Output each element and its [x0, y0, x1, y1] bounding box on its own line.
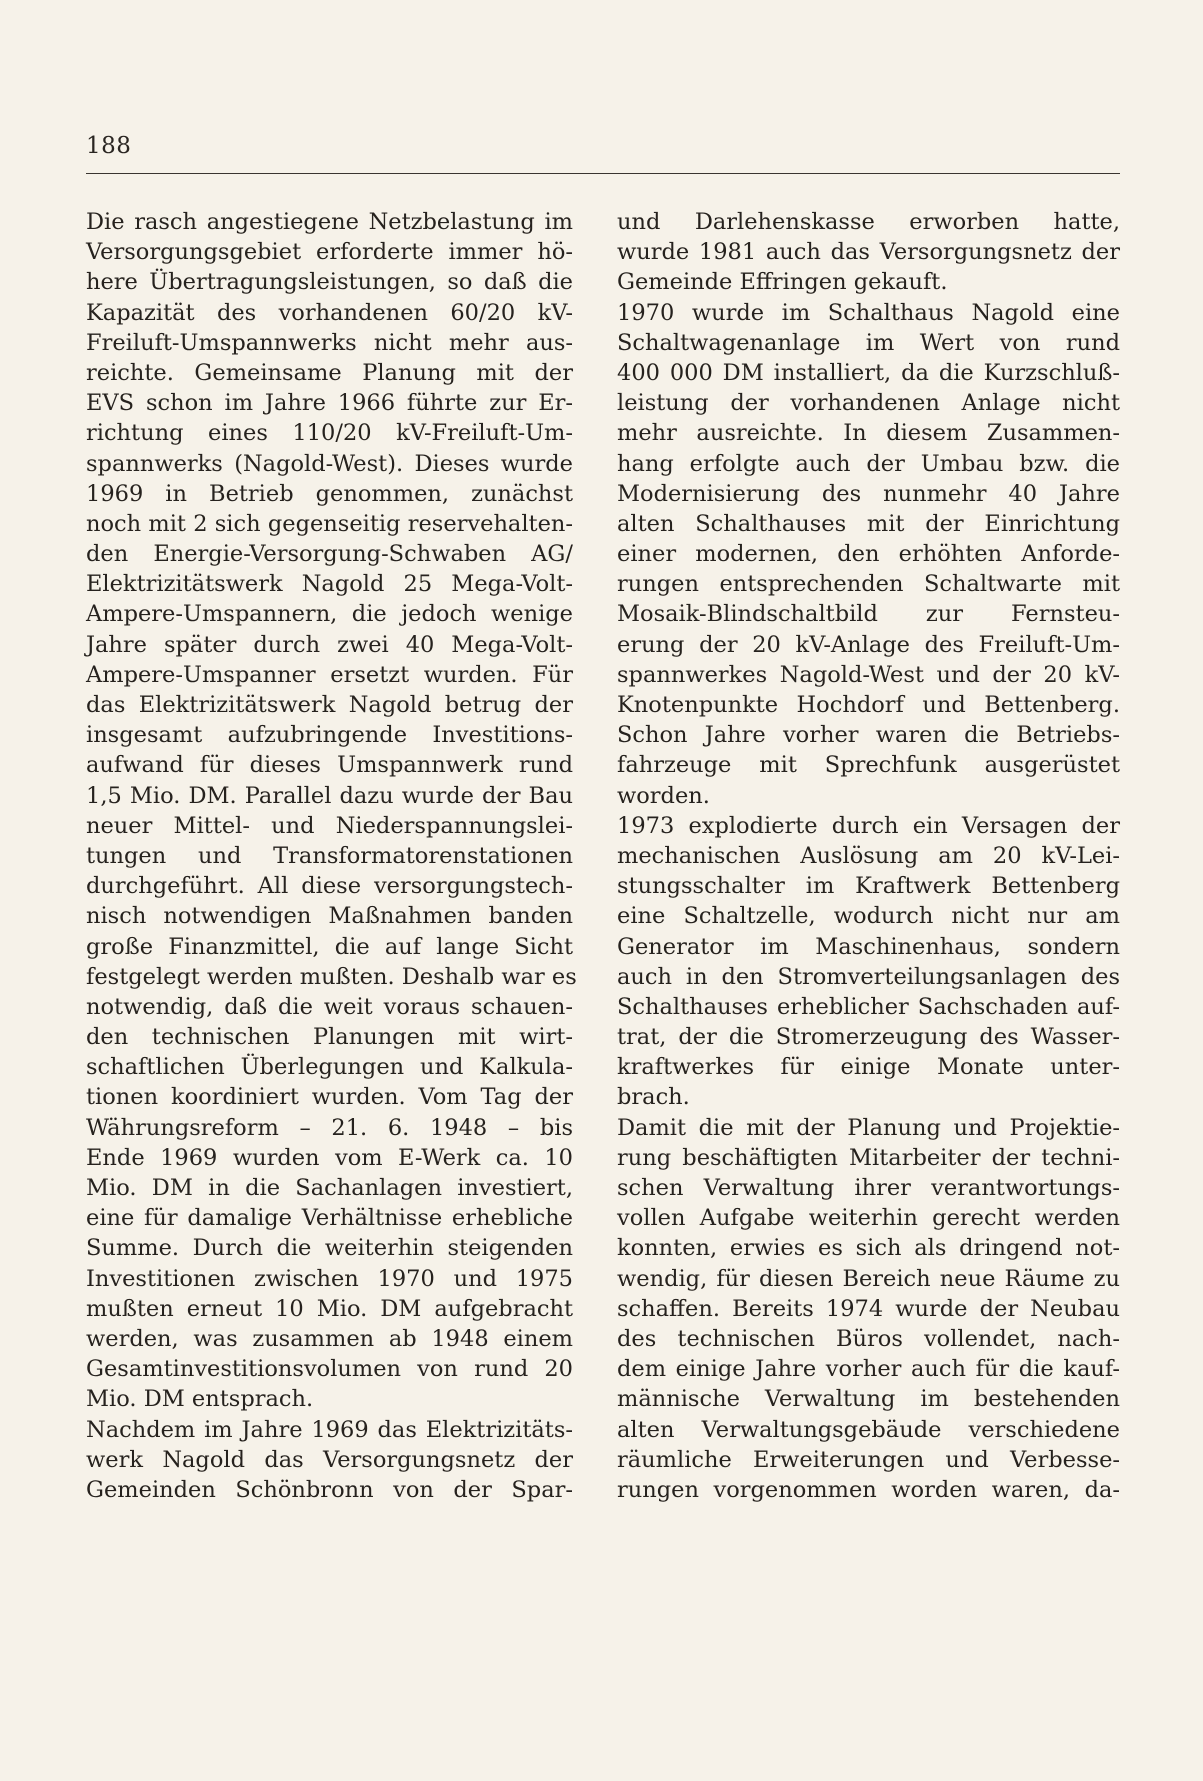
text-line: Mio. DM in die Sachanlagen investiert, [86, 1175, 573, 1201]
page-number: 188 [86, 133, 132, 159]
text-line: worden. [617, 782, 710, 809]
text-line: Jahre später durch zwei 40 Mega-Volt- [86, 631, 573, 658]
text-line: neuer Mittel- und Niederspannungslei- [86, 812, 573, 839]
text-line: festgelegt werden mußten. Deshalb war es [86, 963, 577, 990]
text-line: wendig, für diesen Bereich neue Räume zu [617, 1265, 1120, 1292]
text-line: räumliche Erweiterungen und Verbesse- [617, 1446, 1120, 1473]
text-line: trat, der die Stromerzeugung des Wasser- [617, 1024, 1120, 1051]
text-line: 400 000 DM installiert, da die Kurzschluß- [617, 359, 1120, 386]
text-line: 1969 in Betrieb genommen, zunächst [86, 480, 573, 507]
text-line: schen Verwaltung ihrer verantwortungs- [617, 1175, 1120, 1201]
text-line: werk Nagold das Versorgungsnetz der [86, 1446, 573, 1473]
text-line: durchgeführt. All diese versorgungstech- [86, 873, 573, 900]
text-line: konnten, erwies es sich als dringend not- [617, 1235, 1120, 1262]
text-line: tionen koordiniert wurden. Vom Tag der [86, 1084, 573, 1111]
text-line: und Darlehenskasse erworben hatte, [617, 209, 1120, 235]
text-line: stungsschalter im Kraftwerk Bettenberg [617, 873, 1120, 900]
text-line: notwendig, daß die weit voraus schauen- [86, 993, 573, 1020]
text-line: spannwerks (Nagold-West). Dieses wurde [86, 450, 573, 477]
text-line: leistung der vorhandenen Anlage nicht [617, 390, 1120, 417]
text-line: Schaltwagenanlage im Wert von rund [617, 329, 1120, 356]
text-line: Ende 1969 wurden vom E-Werk ca. 10 [86, 1144, 573, 1171]
text-line: reichte. Gemeinsame Planung mit der [86, 359, 573, 386]
text-line: kraftwerkes für einige Monate unter- [617, 1054, 1120, 1081]
text-line: mußten erneut 10 Mio. DM aufgebracht [86, 1295, 573, 1322]
text-line: Gesamtinvestitionsvolumen von rund 20 [86, 1356, 573, 1383]
text-line: insgesamt aufzubringende Investitions- [86, 722, 573, 749]
text-line: rungen vorgenommen worden waren, da- [617, 1476, 1120, 1503]
text-line: 1,5 Mio. DM. Parallel dazu wurde der Bau [86, 782, 573, 809]
text-line: große Finanzmittel, die auf lange Sicht [86, 933, 573, 960]
text-line: das Elektrizitätswerk Nagold betrug der [86, 692, 573, 718]
text-line: Investitionen zwischen 1970 und 1975 [86, 1265, 573, 1292]
text-line: den technischen Planungen mit wirt- [86, 1024, 573, 1051]
text-line: Währungsreform – 21. 6. 1948 – bis [86, 1114, 573, 1141]
text-line: Ampere-Umspanner ersetzt wurden. Für [86, 661, 573, 688]
text-line: hang erfolgte auch der Umbau bzw. die [617, 450, 1120, 477]
text-line: eine Schaltzelle, wodurch nicht nur am [617, 903, 1120, 930]
text-line: Schon Jahre vorher waren die Betriebs- [617, 722, 1120, 749]
text-line: Ampere-Umspannern, die jedoch wenige [86, 601, 573, 628]
text-line: Freiluft-Umspannwerks nicht mehr aus- [86, 329, 573, 356]
text-line: schaffen. Bereits 1974 wurde der Neubau [617, 1295, 1120, 1322]
text-line: des technischen Büros vollendet, nach- [617, 1325, 1120, 1352]
text-line: aufwand für dieses Umspannwerk rund [86, 752, 573, 779]
text-line: brach. [617, 1084, 690, 1111]
text-line: eine für damalige Verhältnisse erhebliche [86, 1205, 573, 1232]
text-line: Mosaik-Blindschaltbild zur Fernsteu- [617, 601, 1120, 628]
text-line: einer modernen, den erhöhten Anforde- [617, 541, 1120, 568]
header-rule [86, 173, 1120, 174]
text-line: spannwerkes Nagold-West und der 20 kV- [617, 661, 1120, 688]
text-line: Knotenpunkte Hochdorf und Bettenberg. [617, 692, 1120, 718]
right-text-column [617, 207, 1120, 1505]
text-line: rungen entsprechenden Schaltwarte mit [617, 571, 1120, 598]
text-line: männische Verwaltung im bestehenden [617, 1386, 1120, 1413]
text-line: Gemeinde Effringen gekauft. [617, 269, 948, 296]
text-line: Gemeinden Schönbronn von der Spar- [86, 1476, 573, 1503]
text-line: Damit die mit der Planung und Projektie- [617, 1114, 1120, 1141]
text-line: schaftlichen Überlegungen und Kalkula- [86, 1054, 573, 1081]
text-line: tungen und Transformatorenstationen [86, 842, 573, 869]
text-line: mechanischen Auslösung am 20 kV-Lei- [617, 842, 1120, 869]
text-line: alten Verwaltungsgebäude verschiedene [617, 1416, 1120, 1443]
text-line: EVS schon im Jahre 1966 führte zur Er- [86, 390, 573, 417]
text-line: nisch notwendigen Maßnahmen banden [86, 903, 573, 930]
text-line: Kapazität des vorhandenen 60/20 kV- [86, 299, 573, 326]
text-line: Nachdem im Jahre 1969 das Elektrizitäts- [86, 1416, 573, 1443]
text-line: vollen Aufgabe weiterhin gerecht werden [617, 1205, 1120, 1232]
text-line: Modernisierung des nunmehr 40 Jahre [617, 480, 1120, 507]
text-line: werden, was zusammen ab 1948 einem [86, 1325, 573, 1352]
text-line: erung der 20 kV-Anlage des Freiluft-Um- [617, 631, 1120, 658]
text-line: Die rasch angestiegene Netzbelastung im [86, 209, 573, 235]
text-line: den Energie-Versorgung-Schwaben AG/ [86, 541, 573, 568]
text-line: here Übertragungsleistungen, so daß die [86, 269, 573, 296]
text-line: noch mit 2 sich gegenseitig reservehalten- [86, 510, 573, 537]
text-line: fahrzeuge mit Sprechfunk ausgerüstet [617, 752, 1120, 779]
text-line: rung beschäftigten Mitarbeiter der techni- [617, 1144, 1120, 1171]
text-line: dem einige Jahre vorher auch für die kauf- [617, 1356, 1120, 1383]
text-line: Versorgungsgebiet erforderte immer hö- [86, 239, 573, 266]
text-line: alten Schalthauses mit der Einrichtung [617, 510, 1120, 537]
text-line: 1970 wurde im Schalthaus Nagold eine [617, 299, 1120, 326]
text-line: Summe. Durch die weiterhin steigenden [86, 1235, 573, 1262]
text-line: Schalthauses erheblicher Sachschaden auf- [617, 993, 1120, 1020]
text-line: mehr ausreichte. In diesem Zusammen- [617, 420, 1120, 447]
text-line: 1973 explodierte durch ein Versagen der [617, 812, 1120, 839]
text-line: wurde 1981 auch das Versorgungsnetz der [617, 239, 1120, 266]
text-line: richtung eines 110/20 kV-Freiluft-Um- [86, 420, 573, 447]
text-line: auch in den Stromverteilungsanlagen des [617, 963, 1120, 990]
text-line: Elektrizitätswerk Nagold 25 Mega-Volt- [86, 571, 573, 598]
text-line: Generator im Maschinenhaus, sondern [617, 933, 1120, 960]
left-text-column [86, 207, 577, 1505]
text-line: Mio. DM entsprach. [86, 1386, 314, 1413]
